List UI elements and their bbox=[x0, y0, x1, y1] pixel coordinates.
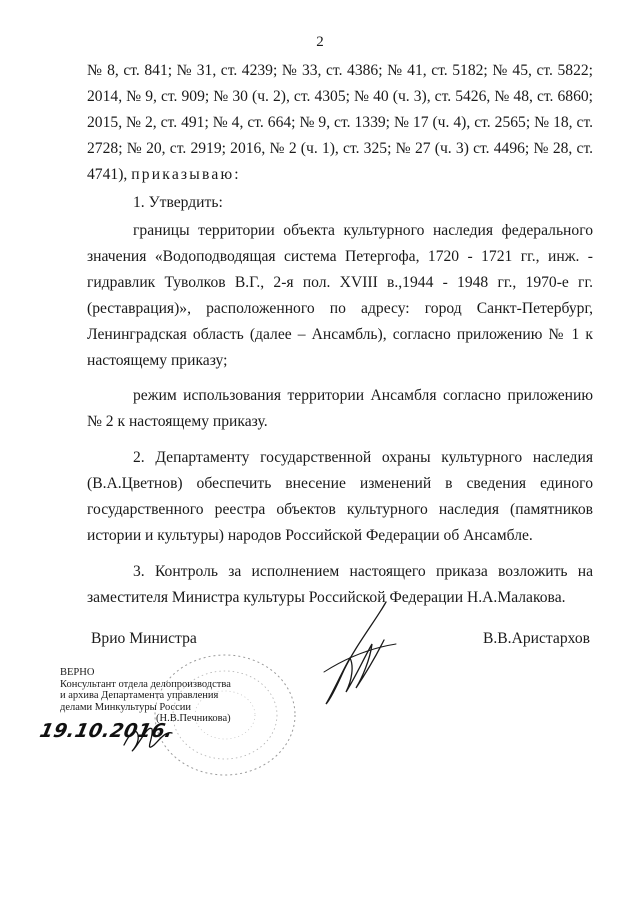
certification-name: (Н.В.Печникова) bbox=[156, 713, 231, 724]
certification-block bbox=[60, 667, 300, 725]
signatory-name: В.В.Аристархов bbox=[482, 630, 590, 647]
order-word: приказываю: bbox=[131, 166, 241, 183]
signatory-position: Врио Министра bbox=[91, 630, 197, 647]
item-3: 3. Контроль за исполнением настоящего приказа возложить на заместителя Министра культуры Российской Федерации Н.А.Малакова. bbox=[87, 563, 593, 606]
legal-references bbox=[87, 58, 593, 188]
item-2: 2. Департаменту государственной охраны культурного наследия (В.А.Цветнов) обеспечить внесение изменений в сведения единого государственного реестра объектов культурного наследия (памятников истории и культуры) народов Российской Федерации об Ансамбле. bbox=[87, 449, 593, 544]
certifier-signature bbox=[120, 715, 180, 760]
references-text: № 8, ст. 841; № 31, ст. 4239; № 33, ст. 4386; № 41, ст. 5182; № 45, ст. 5822; 2014, № 9, ст. 909; № 30 (ч. 2), ст. 4305; № 40 (ч. 3), ст. 5426, № 48, ст. 6860; 2015, № 2, ст. 491; № 4, ст. 664; № 9, ст. 1339; № 17 (ч. 4), ст. 2565; № 18, ст. 2728; № 20, ст. 2919; 2016, № 2 (ч. 1), ст. 325; № 27 (ч. 3) ст. 4496; № 28, ст. 4741), bbox=[87, 62, 593, 183]
page-number: 2 bbox=[316, 34, 324, 50]
handwritten-signature bbox=[316, 600, 406, 710]
item-1-boundaries: границы территории объекта культурного наследия федерального значения «Водоподводящая система Петергофа, 1720 - 1721 гг., инж. - гидравлик Туволков В.Г., 2-я пол. XVIII в.,1944 - 1948 гг., 1970-е гг. (реставрация)», расположенного по адресу: город Санкт-Петербург, Ленинградская область (далее – Ансамбль), согласно приложению № 1 к настоящему приказу; bbox=[87, 222, 593, 369]
order-body bbox=[87, 58, 593, 611]
certification-date: 19.10.2016. bbox=[37, 720, 176, 742]
certification-line-3: делами Минкультуры России bbox=[60, 701, 192, 713]
certification-line-2: и архива Департамента управления bbox=[60, 690, 219, 701]
item-1-heading: 1. Утвердить: bbox=[133, 194, 223, 211]
certification-verified: ВЕРНО bbox=[60, 667, 95, 678]
item-1-regime: режим использования территории Ансамбля согласно приложению № 2 к настоящему приказу. bbox=[87, 387, 593, 430]
certification-line-1: Консультант отдела делопроизводства bbox=[60, 678, 231, 690]
